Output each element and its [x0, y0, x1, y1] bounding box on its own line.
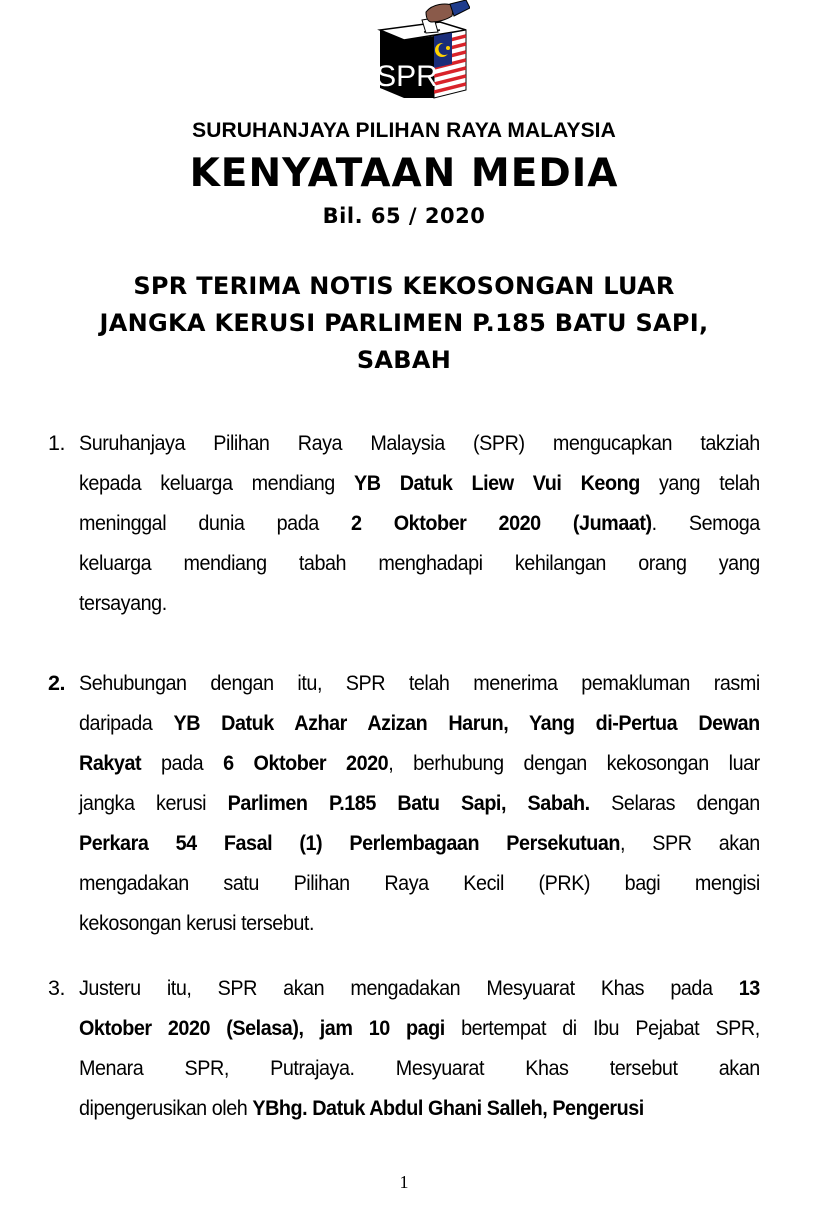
paragraph-1-line: [79, 470, 760, 496]
paragraph-number: 3.: [48, 976, 65, 1000]
bold-text: 2 Oktober 2020 (Jumaat): [350, 511, 652, 535]
paragraph-3-line: [79, 1015, 760, 1041]
spr-logo: [374, 0, 470, 100]
text: Suruhanjaya Pilihan Raya Malaysia (SPR) mengucapkan takziah: [79, 431, 760, 455]
bold-text: Perkara 54 Fasal (1) Perlembagaan Persekutuan: [79, 831, 620, 855]
text: keluarga mendiang tabah menghadapi kehilangan orang yang: [79, 551, 760, 575]
document-number: Bil. 65 / 2020: [322, 204, 486, 228]
text: , SPR akan: [619, 831, 760, 855]
text: Sehubungan dengan itu, SPR telah menerima pemakluman rasmi: [79, 671, 760, 695]
headline-line-3: SABAH: [356, 346, 452, 374]
paragraph-2-line: [79, 870, 760, 896]
bold-text: YB Datuk Azhar Azizan Harun, Yang di-Pertua Dewan: [173, 711, 760, 735]
paragraph-3-line: [79, 1095, 760, 1121]
text: Selaras dengan: [589, 791, 760, 815]
paragraph-1-line: [79, 550, 760, 576]
page-number: 1: [399, 1172, 409, 1192]
paragraph-1-line: [79, 510, 760, 536]
paragraph-2-line: [79, 710, 760, 736]
paragraph-number: 1.: [48, 431, 65, 455]
text: kepada keluarga mendiang: [79, 471, 354, 495]
paragraph-2-line: [79, 670, 760, 696]
bold-text: 13: [738, 976, 760, 1000]
text: yang telah: [639, 471, 760, 495]
paragraph-2-line: [79, 790, 760, 816]
paragraph-2-line: [79, 830, 760, 856]
paragraph-number: 2.: [48, 671, 65, 695]
paragraph-2-line: [79, 910, 760, 936]
text: tersayang.: [79, 591, 167, 615]
spr-ballot-box-logo-icon: [374, 0, 470, 100]
bold-text: 6 Oktober 2020: [223, 751, 389, 775]
bold-text: Oktober 2020 (Selasa), jam 10 pagi: [79, 1016, 445, 1040]
paragraph-3-line: [79, 975, 760, 1001]
text: , berhubung dengan kekosongan luar: [388, 751, 760, 775]
bold-text: Rakyat: [79, 751, 142, 775]
paragraph-1-line: [79, 590, 760, 616]
text: daripada: [79, 711, 174, 735]
bold-text: YB Datuk Liew Vui Keong: [353, 471, 640, 495]
document-title: KENYATAAN MEDIA: [189, 151, 619, 196]
text: dipengerusikan oleh: [79, 1096, 253, 1120]
text: kekosongan kerusi tersebut.: [79, 911, 314, 935]
text: mengadakan satu Pilihan Raya Kecil (PRK) bagi mengisi: [79, 871, 760, 895]
bold-text: YBhg. Datuk Abdul Ghani Salleh, Pengerusi: [252, 1096, 644, 1120]
text: . Semoga: [651, 511, 760, 535]
text: jangka kerusi: [79, 791, 228, 815]
bold-text: Parlimen P.185 Batu Sapi, Sabah.: [227, 791, 590, 815]
text: pada: [141, 751, 224, 775]
text: Justeru itu, SPR akan mengadakan Mesyuarat Khas pada: [79, 976, 739, 1000]
svg-text:SPR: SPR: [376, 60, 438, 93]
text: Menara SPR, Putrajaya. Mesyuarat Khas tersebut akan: [79, 1056, 760, 1080]
organization-name: SURUHANJAYA PILIHAN RAYA MALAYSIA: [192, 119, 616, 142]
headline-line-1: SPR TERIMA NOTIS KEKOSONGAN LUAR: [133, 272, 675, 300]
paragraph-1-line: [79, 430, 760, 456]
headline-line-2: JANGKA KERUSI PARLIMEN P.185 BATU SAPI,: [99, 309, 709, 337]
text: bertempat di Ibu Pejabat SPR,: [444, 1016, 760, 1040]
paragraph-3-line: [79, 1055, 760, 1081]
paragraph-2-line: [79, 750, 760, 776]
text: meninggal dunia pada: [79, 511, 351, 535]
